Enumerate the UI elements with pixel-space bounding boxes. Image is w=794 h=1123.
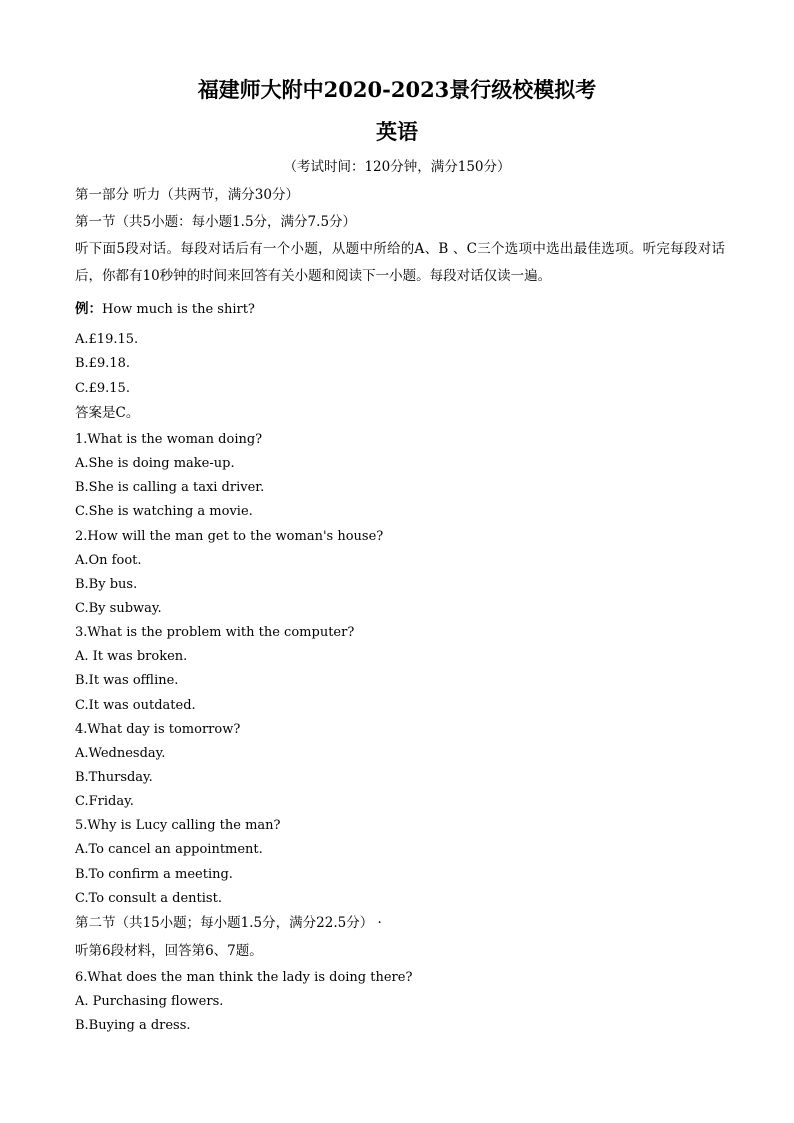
- exam-info: （考试时间：120分钟，满分150分）: [283, 159, 511, 175]
- q3-option-b: B.It was offline.: [75, 673, 179, 688]
- q5-option-a: A.To cancel an appointment.: [75, 842, 263, 857]
- q5-question: 5.Why is Lucy calling the man?: [75, 818, 281, 833]
- material6-heading: 听第6段材料，回答第6、7题。: [75, 943, 263, 959]
- q4-option-a: A.Wednesday.: [75, 746, 166, 761]
- q2-option-a: A.On foot.: [75, 553, 142, 568]
- q1-option-b: B.She is calling a taxi driver.: [75, 480, 265, 495]
- section2-mark: ·: [377, 915, 382, 931]
- q3-question: 3.What is the problem with the computer?: [75, 625, 355, 640]
- example-option-b: B.£9.18.: [75, 356, 131, 371]
- example-answer: 答案是C。: [75, 405, 140, 421]
- subject-title: 英语: [376, 119, 418, 144]
- q2-option-b: B.By bus.: [75, 577, 138, 592]
- example-question-text: How much is the shirt?: [102, 302, 255, 317]
- q4-option-b: B.Thursday.: [75, 770, 153, 785]
- section2-heading-text: 第二节（共15小题；每小题1.5分，满分22.5分）: [75, 915, 374, 931]
- q6-question: 6.What does the man think the lady is doing there?: [75, 970, 413, 985]
- instructions: 听下面5段对话。每段对话后有一个小题，从题中所给的A、B 、C三个选项中选出最佳选项。听完每段对话后，你都有10秒钟的时间来回答有关小题和阅读下一小题。每段对话仅读一遍。: [75, 241, 725, 284]
- example-option-c: C.£9.15.: [75, 381, 130, 396]
- q6-option-b: B.Buying a dress.: [75, 1018, 191, 1033]
- q5-option-b: B.To confirm a meeting.: [75, 867, 233, 882]
- q2-option-c: C.By subway.: [75, 601, 162, 616]
- q3-option-a: A. It was broken.: [75, 649, 188, 664]
- q6-option-a: A. Purchasing flowers.: [75, 994, 224, 1009]
- q1-option-a: A.She is doing make-up.: [75, 456, 235, 471]
- q5-option-c: C.To consult a dentist.: [75, 891, 222, 906]
- example-question: [75, 300, 725, 319]
- q3-option-c: C.It was outdated.: [75, 698, 196, 713]
- exam-title: 福建师大附中2020-2023景行级校模拟考: [197, 77, 597, 102]
- q2-question: 2.How will the man get to the woman's house?: [75, 529, 384, 544]
- part1-heading: 第一部分 听力（共两节，满分30分）: [75, 187, 299, 203]
- q4-question: 4.What day is tomorrow?: [75, 722, 241, 737]
- q1-option-c: C.She is watching a movie.: [75, 504, 253, 519]
- q1-question: 1.What is the woman doing?: [75, 432, 263, 447]
- example-option-a: A.£19.15.: [75, 332, 139, 347]
- section2-heading: [75, 914, 725, 932]
- section1-heading: 第一节（共5小题：每小题1.5分，满分7.5分）: [75, 214, 357, 230]
- q4-option-c: C.Friday.: [75, 794, 134, 809]
- example-label: 例：: [75, 301, 102, 317]
